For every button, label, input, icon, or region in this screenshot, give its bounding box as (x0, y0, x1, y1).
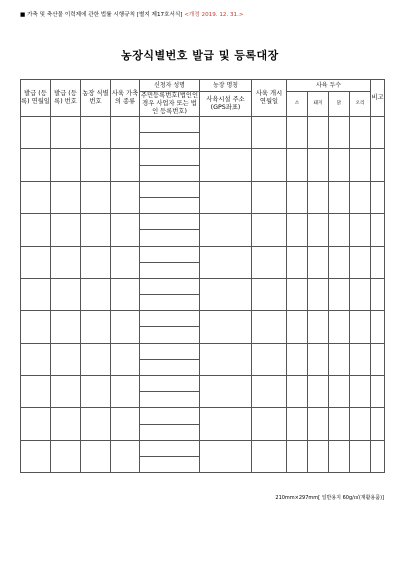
ledger-cell[interactable] (51, 117, 81, 149)
ledger-cell[interactable] (111, 440, 140, 472)
ledger-cell[interactable] (140, 197, 200, 213)
col-header-head-count: 사육 두수 (287, 80, 371, 92)
ledger-cell[interactable] (287, 440, 308, 472)
ledger-cell[interactable] (111, 214, 140, 246)
ledger-cell[interactable] (329, 278, 350, 310)
ledger-cell[interactable] (287, 278, 308, 310)
col-header-remarks: 비고 (371, 80, 385, 117)
ledger-cell[interactable] (252, 149, 287, 181)
ledger-cell[interactable] (329, 311, 350, 343)
ledger-cell[interactable] (81, 181, 111, 213)
ledger-cell[interactable] (329, 149, 350, 181)
ledger-cell[interactable] (111, 311, 140, 343)
ledger-cell[interactable] (111, 408, 140, 440)
ledger-cell[interactable] (51, 343, 81, 375)
ledger-cell[interactable] (140, 149, 200, 165)
ledger-row (21, 311, 385, 327)
ledger-cell[interactable] (350, 343, 371, 375)
col-header-issue-number: 발급 (등록) 번호 (51, 80, 81, 117)
ledger-cell[interactable] (21, 181, 51, 213)
page-title: 농장식별번호 발급 및 등록대장 (121, 49, 279, 62)
ledger-cell[interactable] (371, 214, 385, 246)
ledger-cell[interactable] (329, 181, 350, 213)
ledger-row (21, 278, 385, 294)
ledger-cell[interactable] (51, 408, 81, 440)
ledger-cell[interactable] (350, 214, 371, 246)
ledger-cell[interactable] (140, 327, 200, 343)
ledger-cell[interactable] (308, 311, 329, 343)
ledger-cell[interactable] (308, 376, 329, 408)
ledger-cell[interactable] (371, 117, 385, 149)
ledger-cell[interactable] (21, 376, 51, 408)
ledger-cell[interactable] (350, 408, 371, 440)
ledger-cell[interactable] (371, 246, 385, 278)
ledger-cell[interactable] (51, 149, 81, 181)
ledger-cell[interactable] (200, 311, 252, 343)
ledger-cell[interactable] (329, 408, 350, 440)
ledger-cell[interactable] (200, 376, 252, 408)
col-header-applicant-name: 신청자 성명 (140, 80, 200, 92)
ledger-cell[interactable] (140, 424, 200, 440)
ledger-cell[interactable] (51, 440, 81, 472)
ledger-cell[interactable] (200, 117, 252, 149)
form-header (20, 9, 380, 21)
ledger-cell[interactable] (81, 149, 111, 181)
ledger-cell[interactable] (111, 246, 140, 278)
ledger-cell[interactable] (140, 246, 200, 262)
ledger-cell[interactable] (111, 278, 140, 310)
ledger-cell[interactable] (350, 278, 371, 310)
ledger-cell[interactable] (371, 440, 385, 472)
ledger-cell[interactable] (140, 440, 200, 456)
ledger-cell[interactable] (140, 392, 200, 408)
ledger-cell[interactable] (81, 343, 111, 375)
ledger-cell[interactable] (308, 440, 329, 472)
ledger-cell[interactable] (21, 278, 51, 310)
ledger-cell[interactable] (111, 117, 140, 149)
ledger-cell[interactable] (308, 343, 329, 375)
ledger-cell[interactable] (252, 408, 287, 440)
ledger-cell[interactable] (140, 214, 200, 230)
col-header-issue-date: 발급 (등록) 연월일 (21, 80, 51, 117)
ledger-cell[interactable] (252, 376, 287, 408)
ledger-cell[interactable] (371, 408, 385, 440)
ledger-cell[interactable] (200, 181, 252, 213)
ledger-cell[interactable] (21, 440, 51, 472)
ledger-cell[interactable] (111, 343, 140, 375)
ledger-cell[interactable] (140, 456, 200, 472)
ledger-cell[interactable] (371, 311, 385, 343)
col-header-duck: 오리 (350, 92, 371, 117)
ledger-cell[interactable] (308, 214, 329, 246)
ledger-cell[interactable] (200, 343, 252, 375)
ledger-cell[interactable] (329, 214, 350, 246)
ledger-cell[interactable] (111, 376, 140, 408)
col-header-farm-address: 사육시설 주소 (GPS좌표) (200, 92, 252, 117)
ledger-cell[interactable] (252, 117, 287, 149)
ledger-cell[interactable] (21, 311, 51, 343)
ledger-cell[interactable] (350, 311, 371, 343)
ledger-cell[interactable] (51, 278, 81, 310)
ledger-cell[interactable] (140, 311, 200, 327)
ledger-cell[interactable] (140, 262, 200, 278)
ledger-row (21, 440, 385, 456)
ledger-cell[interactable] (350, 246, 371, 278)
ledger-cell[interactable] (51, 246, 81, 278)
ledger-cell[interactable] (252, 214, 287, 246)
ledger-cell[interactable] (200, 408, 252, 440)
ledger-cell[interactable] (81, 214, 111, 246)
ledger-cell[interactable] (51, 214, 81, 246)
ledger-cell[interactable] (140, 165, 200, 181)
ledger-cell[interactable] (81, 376, 111, 408)
ledger-cell[interactable] (140, 408, 200, 424)
ledger-cell[interactable] (111, 149, 140, 181)
ledger-cell[interactable] (371, 181, 385, 213)
col-header-applicant-id: 주민등록번호(법인인 경우 사업자 또는 법인 등록번호) (140, 92, 199, 115)
ledger-cell[interactable] (51, 181, 81, 213)
ledger-cell[interactable] (200, 246, 252, 278)
ledger-cell[interactable] (371, 278, 385, 310)
ledger-cell[interactable] (287, 149, 308, 181)
ledger-cell[interactable] (350, 181, 371, 213)
ledger-cell[interactable] (111, 181, 140, 213)
paper-spec-footer: 210mm×297mm[ 일반용지 60g/㎡(재활용품)] (275, 495, 384, 501)
ledger-cell[interactable] (350, 149, 371, 181)
ledger-cell[interactable] (81, 440, 111, 472)
col-header-start-date: 사육 개시 연월일 (252, 80, 287, 117)
ledger-cell[interactable] (81, 311, 111, 343)
ledger-cell[interactable] (287, 181, 308, 213)
col-header-livestock-type: 사육 가축의 종류 (111, 80, 140, 117)
col-header-farm-name: 농장 명칭 (200, 80, 252, 92)
ledger-cell[interactable] (350, 440, 371, 472)
ledger-cell[interactable] (287, 117, 308, 149)
ledger-row (21, 149, 385, 165)
ledger-cell[interactable] (252, 343, 287, 375)
ledger-cell[interactable] (287, 214, 308, 246)
ledger-cell[interactable] (140, 117, 200, 133)
ledger-cell[interactable] (200, 278, 252, 310)
ledger-cell[interactable] (81, 246, 111, 278)
ledger-cell[interactable] (329, 376, 350, 408)
ledger-cell[interactable] (252, 311, 287, 343)
ledger-row (21, 214, 385, 230)
form-header-text: ■ 가축 및 축산물 이력제에 관한 법률 시행규칙 [별지 제17호서식] (20, 12, 183, 18)
ledger-cell[interactable] (329, 117, 350, 149)
ledger-cell[interactable] (308, 278, 329, 310)
ledger-cell[interactable] (21, 214, 51, 246)
ledger-cell[interactable] (140, 343, 200, 359)
ledger-cell[interactable] (200, 149, 252, 181)
ledger-row (21, 117, 385, 133)
ledger-cell[interactable] (252, 440, 287, 472)
ledger-cell[interactable] (200, 440, 252, 472)
ledger-row (21, 376, 385, 392)
ledger-cell[interactable] (329, 343, 350, 375)
ledger-cell[interactable] (287, 311, 308, 343)
ledger-cell[interactable] (21, 117, 51, 149)
ledger-row (21, 181, 385, 197)
col-header-chicken: 닭 (329, 92, 350, 117)
ledger-cell[interactable] (308, 149, 329, 181)
ledger-row (21, 343, 385, 359)
ledger-cell[interactable] (252, 246, 287, 278)
ledger-cell[interactable] (308, 181, 329, 213)
ledger-cell[interactable] (140, 376, 200, 392)
ledger-cell[interactable] (329, 440, 350, 472)
ledger-cell[interactable] (21, 149, 51, 181)
ledger-cell[interactable] (287, 246, 308, 278)
ledger-cell[interactable] (81, 278, 111, 310)
ledger-cell[interactable] (200, 214, 252, 246)
col-header-cattle: 소 (287, 92, 308, 117)
ledger-cell[interactable] (287, 343, 308, 375)
ledger-cell[interactable] (252, 181, 287, 213)
ledger-cell[interactable] (140, 230, 200, 246)
ledger-cell[interactable] (252, 278, 287, 310)
ledger-cell[interactable] (140, 133, 200, 149)
ledger-cell[interactable] (329, 246, 350, 278)
ledger-cell[interactable] (371, 343, 385, 375)
ledger-cell[interactable] (140, 181, 200, 197)
ledger-cell[interactable] (21, 408, 51, 440)
ledger-cell[interactable] (81, 117, 111, 149)
ledger-row (21, 408, 385, 424)
ledger-cell[interactable] (287, 408, 308, 440)
ledger-cell[interactable] (350, 376, 371, 408)
col-header-farm-id: 농장 식별 번호 (81, 80, 111, 117)
ledger-cell[interactable] (51, 376, 81, 408)
col-header-pig: 돼지 (308, 92, 329, 117)
ledger-cell[interactable] (140, 359, 200, 375)
ledger-cell[interactable] (350, 117, 371, 149)
ledger-cell[interactable] (140, 278, 200, 294)
ledger-cell[interactable] (371, 149, 385, 181)
ledger-row (21, 246, 385, 262)
ledger-cell[interactable] (21, 246, 51, 278)
ledger-cell[interactable] (81, 408, 111, 440)
ledger-cell[interactable] (308, 246, 329, 278)
ledger-cell[interactable] (308, 408, 329, 440)
ledger-cell[interactable] (51, 311, 81, 343)
registration-ledger-table (20, 79, 385, 473)
ledger-cell[interactable] (140, 295, 200, 311)
revision-note: <개정 2019. 12. 31.> (184, 12, 244, 18)
ledger-cell[interactable] (21, 343, 51, 375)
ledger-cell[interactable] (308, 117, 329, 149)
ledger-cell[interactable] (287, 376, 308, 408)
ledger-cell[interactable] (371, 376, 385, 408)
